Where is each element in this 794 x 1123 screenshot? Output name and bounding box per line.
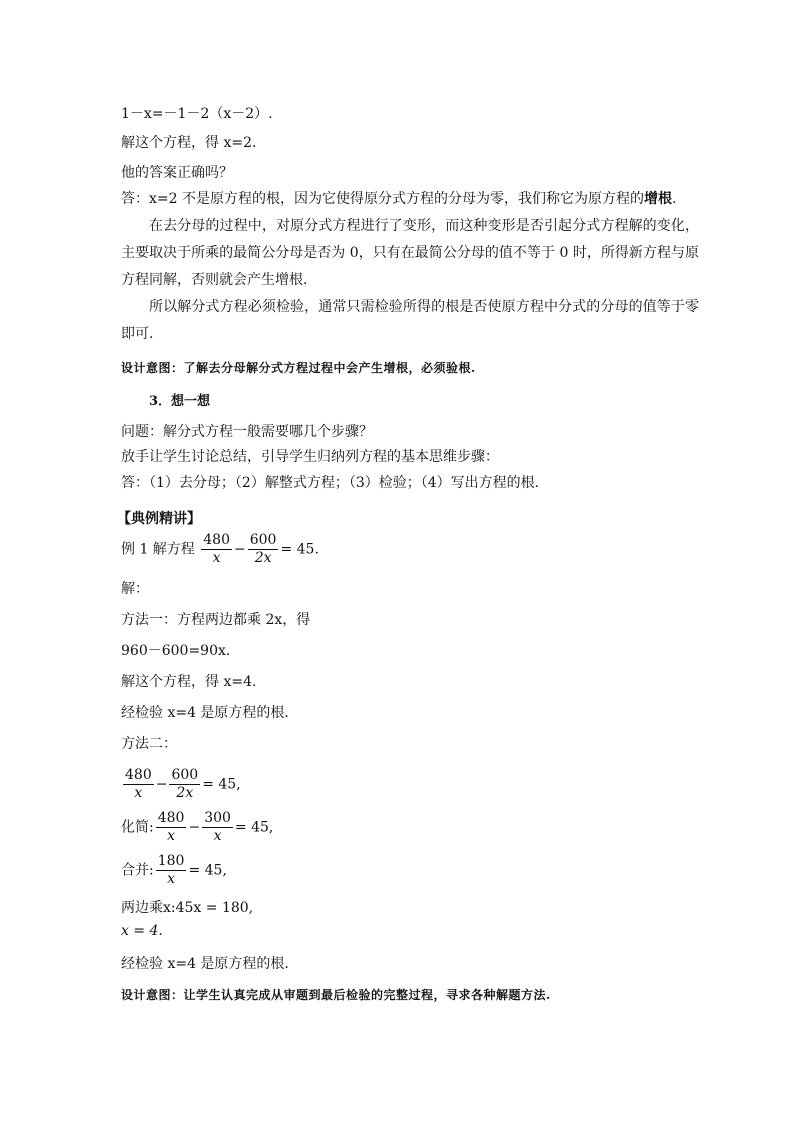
equals-45: = 45. xyxy=(280,541,319,558)
simplify-label: 化简: xyxy=(121,819,154,836)
solution-label: 解： xyxy=(121,581,149,597)
equals-45: = 45, xyxy=(234,819,274,836)
method-2-line: 方法二： xyxy=(121,736,177,752)
example-1-equation xyxy=(121,532,319,567)
numerator: 600 xyxy=(249,532,277,548)
fraction-480-x xyxy=(156,810,187,845)
denominator: 2x xyxy=(254,550,272,566)
fraction-180-x xyxy=(156,853,187,888)
method-1-equation: 960－600=90x. xyxy=(121,643,231,659)
method-2-equation xyxy=(121,767,241,802)
answer-end: . xyxy=(671,191,677,207)
denominator: x xyxy=(134,785,143,801)
method-2-check: 经检验 x=4 是原方程的根. xyxy=(121,956,289,972)
equals-45: = 45, xyxy=(202,776,241,793)
extraneous-root-term: 增根 xyxy=(643,191,672,207)
x-result: x = 4. xyxy=(121,923,163,939)
paragraph-denominator: 在去分母的过程中，对原分式方程进行了变形，而这种变形是否引起分式方程解的变化，主要取决于所乘的最简公分母是否为 0，只有在最简公分母的值不等于 0 时，所得新方程与原方程同解，否则就会产生增根. xyxy=(121,218,699,288)
fraction-600-2x xyxy=(169,767,200,802)
example-heading: 【典例精讲】 xyxy=(117,511,201,527)
guide-line: 放手让学生讨论总结，引导学生归纳列方程的基本思维步骤： xyxy=(121,449,499,465)
denominator: x xyxy=(167,871,176,887)
simplify-equation xyxy=(121,810,273,845)
method-1-line: 方法一：方程两边都乘 2x，得 xyxy=(121,612,311,628)
paragraph-check: 所以解分式方程必须检验，通常只需检验所得的根是否使原方程中分式的分母的值等于零即可. xyxy=(121,299,699,342)
numerator: 480 xyxy=(203,532,230,548)
numerator: 300 xyxy=(204,810,231,826)
minus-sign: − xyxy=(155,776,168,793)
question-line: 他的答案正确吗？ xyxy=(121,165,233,181)
equation-line: 1－x=－1－2（x－2）. xyxy=(121,106,273,122)
denominator: 2x xyxy=(176,785,194,801)
fraction-600-2x xyxy=(248,532,279,567)
merge-equation xyxy=(121,853,227,888)
section-3-heading: 3．想一想 xyxy=(149,394,211,409)
numerator: 600 xyxy=(171,767,199,783)
denominator: x xyxy=(212,550,221,566)
numerator: 180 xyxy=(157,853,185,869)
equals-45: = 45, xyxy=(188,862,227,879)
fraction-480-x xyxy=(123,767,154,802)
answer-line xyxy=(121,190,676,208)
numerator: 480 xyxy=(125,767,152,783)
example-label: 例 1 解方程 xyxy=(121,541,195,558)
fraction-300-x xyxy=(202,810,233,845)
denominator: x xyxy=(213,828,222,844)
method-1-solution: 解这个方程，得 x=4. xyxy=(121,674,257,690)
answer-text: 答：x=2 不是原方程的根，因为它使得原分式方程的分母为零，我们称它为原方程的 xyxy=(121,191,644,207)
fraction-480-x xyxy=(201,532,232,567)
minus-sign: − xyxy=(188,819,201,836)
denominator: x xyxy=(167,828,176,844)
method-1-check: 经检验 x=4 是原方程的根. xyxy=(121,705,289,721)
problem-line: 问题：解分式方程一般需要哪几个步骤？ xyxy=(121,424,373,440)
numerator: 480 xyxy=(157,810,185,826)
multiply-both-sides: 两边乘x:45x = 180, xyxy=(121,900,254,916)
merge-label: 合并: xyxy=(121,862,154,879)
design-intent-1: 设计意图：了解去分母解分式方程过程中会产生增根，必须验根. xyxy=(121,361,476,375)
minus-sign: − xyxy=(234,541,246,558)
steps-answer: 答：（1）去分母；（2）解整式方程；（3）检验；（4）写出方程的根. xyxy=(121,475,540,491)
solve-line: 解这个方程，得 x=2. xyxy=(121,135,257,151)
design-intent-2: 设计意图：让学生认真完成从审题到最后检验的完整过程，寻求各种解题方法. xyxy=(121,988,551,1002)
